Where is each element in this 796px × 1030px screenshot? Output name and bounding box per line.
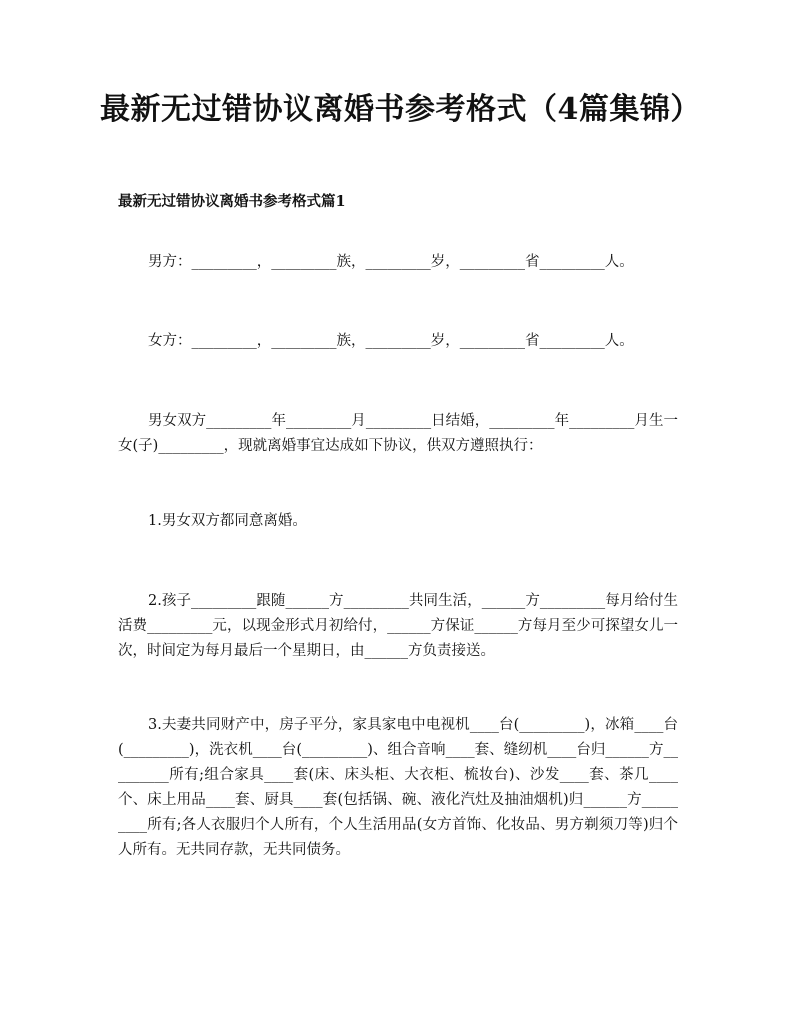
- clause-2-paragraph: 2.孩子_________跟随______方_________共同生活，______方_________每月给付生活费_________元，以现金形式月初给付，______方保证______方每月至少可探望女儿一次，时间定为每月最后一个星期日，由______方负责接送。: [118, 593, 678, 659]
- clause-3-paragraph: 3.夫妻共同财产中，房子平分，家具家电中电视机____台(_________)，冰箱____台(_________)，洗衣机____台(_________)、组合音响____套、缝纫机____台归______方_________所有;组合家具____套(床、床头柜、大衣柜、梳妆台)、沙发____套、茶几____个、床上用品____套、厨具____套(包括锅、碗、液化汽灶及抽油烟机)归______方_________所有;各人衣服归个人所有，个人生活用品(女方首饰、化妆品、男方剃须刀等)归个人所有。无共同存款，无共同债务。: [118, 717, 678, 858]
- clause-1-paragraph: 1.男女双方都同意离婚。: [148, 513, 307, 529]
- male-party-paragraph: 男方：_________，_________族，_________岁，_________省_________人。: [148, 254, 634, 270]
- female-party-paragraph: 女方：_________，_________族，_________岁，_________省_________人。: [148, 333, 634, 349]
- section-heading: 最新无过错协议离婚书参考格式篇1: [118, 193, 346, 210]
- marriage-info-paragraph: 男女双方_________年_________月_________日结婚，_________年_________月生一女(子)_________，现就离婚事宜达成如下协议，供双方遵照执行：: [118, 413, 678, 454]
- document-title: 最新无过错协议离婚书参考格式（4篇集锦）: [100, 92, 701, 127]
